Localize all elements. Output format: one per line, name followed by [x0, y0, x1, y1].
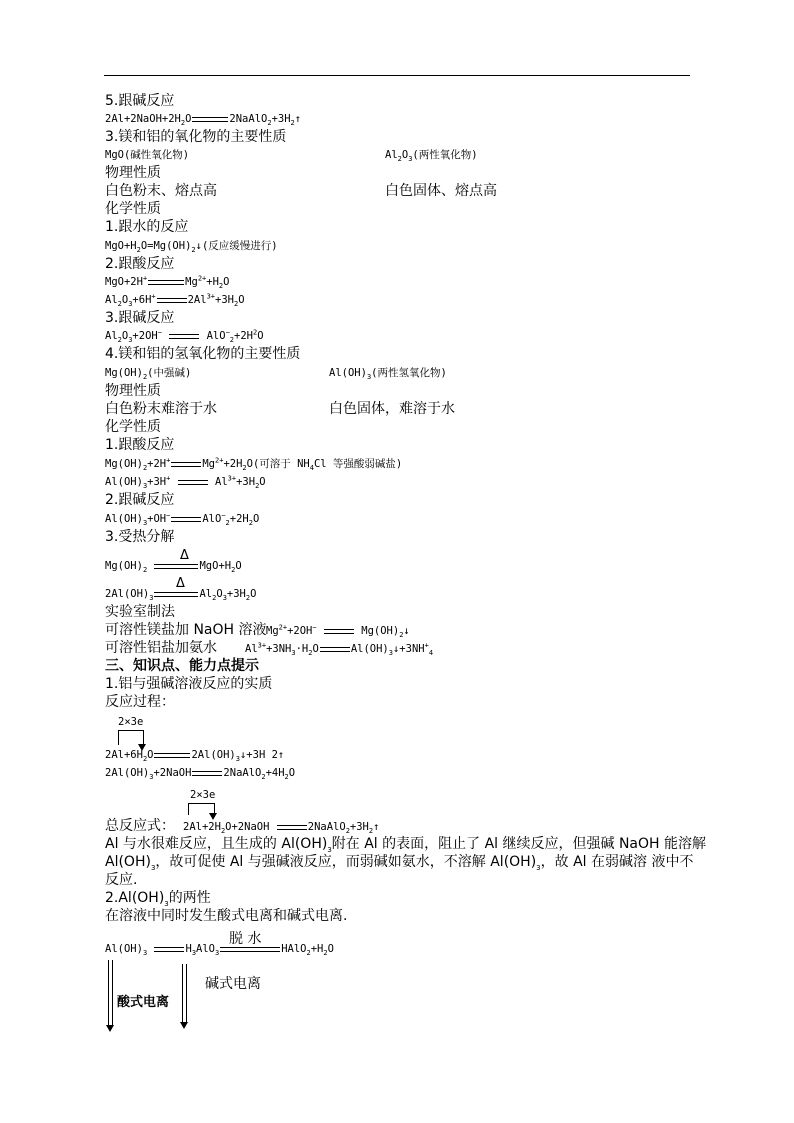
mgo-physical: 白色粉末、熔点高 [105, 183, 217, 199]
react-with-base-3: 2.跟碱反应 [105, 492, 175, 508]
explanation-line-1: Al 与水很难反应，且生成的 $Al(OH)_3$附在 Al 的表面，阻止了 Al 继续反应，但强碱 NaOH 能溶解 [105, 836, 707, 854]
base-ionization-line-2 [186, 964, 187, 1024]
heading-hydroxides: 4.镁和铝的氢氧化物的主要性质 [105, 346, 301, 362]
equation-aloh3-acid: $Al(OH)_3+3H^+$ $Al^{3+}+3H_2O$ [105, 474, 266, 491]
aloh3-physical: 白色固体，难溶于水 [329, 401, 455, 417]
physical-props-2: 物理性质 [105, 383, 161, 399]
equation-mgoh2-heat: $Mg(OH)_2$ $MgO+H_2O$ [105, 560, 242, 575]
mgoh2-physical: 白色粉末难溶于水 [105, 401, 217, 417]
react-with-acid-2: 1.跟酸反应 [105, 437, 175, 453]
physical-props-1: 物理性质 [105, 165, 161, 181]
amphoteric-heading: $2.Al(OH)_3$的两性 [105, 890, 211, 908]
heat-decomposition: 3.受热分解 [105, 529, 175, 545]
equation-aloh3-naoh: $2Al(OH)_3+2NaOH$ $2NaAlO_2+4H_2O$ [105, 767, 296, 782]
mgo-label: MgO(碱性氧化物) [105, 149, 190, 161]
base-ionization-label: 碱式电离 [205, 976, 261, 992]
equation-mgo-water: $MgO+H_2O=Mg(OH)_2↓$(反应缓慢进行) [105, 240, 278, 255]
heading-oxides: 3.镁和铝的氧化物的主要性质 [105, 129, 287, 145]
react-with-base-2: 3.跟碱反应 [105, 310, 175, 326]
al-salt-ammonia: 可溶性铝盐加氨水 [105, 640, 217, 656]
equation-al2o3-base: $Al_2O_3+2OH^-$ $AlO^-_2+2H^2O$ [105, 328, 264, 345]
react-with-acid-1: 2.跟酸反应 [105, 256, 175, 272]
ionization-sentence: 在溶液中同时发生酸式电离和碱式电离. [105, 908, 348, 924]
arrow-down-icon [106, 1025, 114, 1032]
electron-transfer-label-2: 2×3e [190, 789, 216, 801]
equation-al-naoh: $2Al+2NaOH+2H_2O$ $2NaAlO_2+3H_2↑$ [105, 113, 302, 128]
mgoh2-label: $Mg(OH)_2$(中强碱) [105, 367, 192, 382]
aloh3-label: $Al(OH)_3$(两性氢氧化物) [329, 367, 447, 382]
al2o3-label: $Al_2O_3$(两性氧化物) [385, 149, 478, 164]
equation-mgoh2-acid: $Mg(OH)_2+2H^+$ $Mg^{2+}+2H_2O$(可溶于 $NH_4Cl$ 等强酸弱碱盐) [105, 456, 403, 473]
dehydrate-label: 脱 水 [229, 931, 262, 947]
heading-react-with-base: 5.跟碱反应 [105, 93, 175, 109]
reaction-process: 反应过程： [105, 694, 175, 710]
equation-al-water: $2Al+6H_2O$ $2Al(OH)_3↓+3H$ 2↑ [105, 749, 285, 764]
chemical-props-2: 化学性质 [105, 419, 161, 435]
equation-aloh3-base: $Al(OH)_3+OH^-$ $AlO^-_2+2H_2O$ [105, 511, 260, 528]
acid-ionization-label: 酸式电离 [117, 995, 170, 1010]
equation-al2o3-acid: $Al_2O_3+6H^+$ $2Al^{3+}+3H_2O$ [105, 292, 245, 309]
section-heading-3: 三、知识点、能力点提示 [105, 658, 259, 674]
equation-mgo-acid: MgO+2H+ $Mg^{2+}+H_2O$ [105, 274, 230, 291]
acid-ionization-line-2 [112, 960, 113, 1025]
delta-symbol-1: Δ [180, 548, 189, 563]
arrow-down-icon [180, 1022, 188, 1029]
lab-preparation: 实验室制法 [105, 604, 175, 620]
acid-ionization-line-1 [108, 960, 109, 1025]
explanation-line-2: $Al(OH)_3$，故可促使 Al 与强碱液反应，而弱碱如氨水，不溶解 $Al(OH)_3$，故 Al 在弱碱溶 液中不 [105, 854, 694, 872]
equation-al-nh3: $Al^{3+}+3NH_3\cdot H_2O$ $Al(OH)_3↓+3NH^+_4$ [245, 641, 434, 658]
equation-mg-oh: $Mg^{2+}+2OH^-$ $Mg(OH)_2↓$ [266, 623, 410, 640]
equation-aloh3-heat: $2Al(OH)_3$ $Al_2O_3+3H_2O$ [105, 588, 257, 603]
electron-transfer-label-1: 2×3e [118, 716, 144, 728]
mg-salt-naoh: 可溶性镁盐加 NaOH 溶液 [105, 622, 267, 638]
al2o3-physical: 白色固体、熔点高 [385, 183, 497, 199]
base-ionization-line-1 [182, 964, 183, 1024]
al-strong-base-essence: 1.铝与强碱溶液反应的实质 [105, 676, 273, 692]
total-reaction-label: 总反应式： [105, 818, 175, 834]
electron-transfer-bracket-1 [118, 730, 144, 745]
header-rule [104, 75, 690, 76]
react-with-water: 1.跟水的反应 [105, 219, 189, 235]
delta-symbol-2: Δ [176, 576, 185, 591]
chemical-props-1: 化学性质 [105, 201, 161, 217]
explanation-line-3: 反应. [105, 872, 138, 888]
equation-aloh3-ionization: $Al(OH)_3$ $H_3AlO_3$ $HAlO_2+H_2O$ [105, 943, 334, 958]
equation-total: $2Al+2H_2O+2NaOH$ $2NaAlO_2+3H_2↑$ [183, 821, 380, 836]
